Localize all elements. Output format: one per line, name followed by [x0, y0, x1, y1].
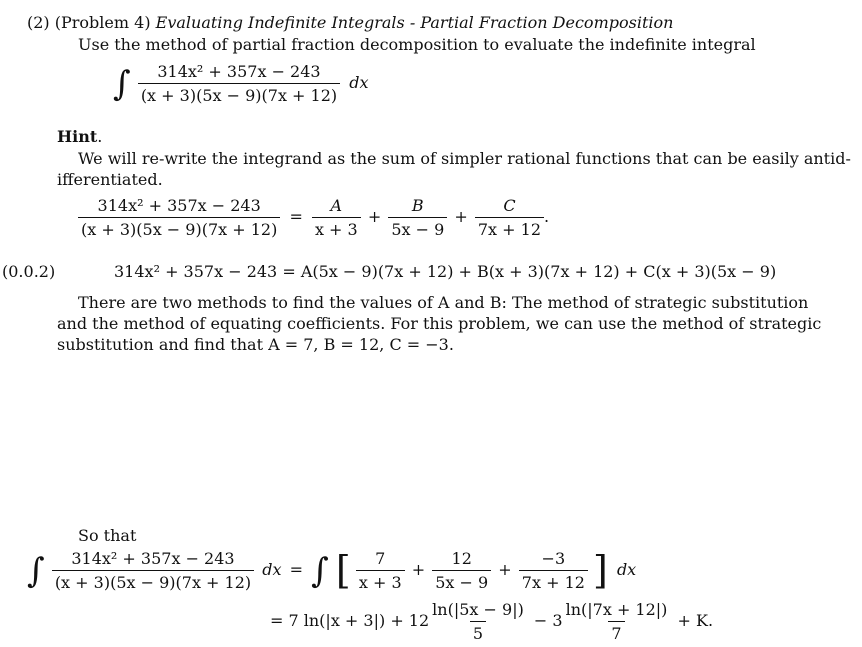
- hint-text-line1: We will re-write the integrand as the sum of simpler rational functions that can be easily antid-: [78, 149, 851, 168]
- term-b-denominator: 5x − 9: [388, 217, 447, 239]
- term3-numerator: −3: [541, 549, 566, 568]
- solution-lhs-fraction: [52, 549, 254, 592]
- plus-sign: +: [411, 560, 426, 579]
- solution-term2: [432, 549, 491, 592]
- integral-sign: ∫: [311, 550, 329, 591]
- term-c-denominator: 7x + 12: [475, 217, 544, 239]
- result2-denominator: 5: [470, 621, 486, 643]
- hint-heading: [57, 127, 102, 146]
- integral-sign: ∫: [27, 550, 45, 591]
- equals-sign: =: [289, 207, 303, 226]
- integrand-fraction: [138, 62, 340, 105]
- instruction-text: Use the method of partial fraction decomposition to evaluate the indefinite integral: [78, 35, 756, 54]
- problem-label: (Problem 4): [54, 13, 151, 32]
- hint-heading-text: Hint: [57, 127, 98, 146]
- term-a-numerator: A: [330, 196, 343, 215]
- integrand-numerator: 314x² + 357x − 243: [157, 62, 321, 81]
- integral-sign: ∫: [113, 63, 131, 104]
- decomp-term-b: [388, 196, 447, 239]
- plus-constant: + K.: [677, 611, 714, 630]
- hint-text-line2: ifferentiated.: [57, 170, 163, 189]
- decomp-lhs-numerator: 314x² + 357x − 243: [97, 196, 261, 215]
- minus-three: − 3: [533, 611, 563, 630]
- plus-sign: +: [498, 560, 512, 579]
- methods-line1: There are two methods to find the values of A and B: The method of strategic substitution: [78, 293, 809, 312]
- term-a-denominator: x + 3: [312, 217, 361, 239]
- result3-denominator: 7: [608, 621, 624, 643]
- period: .: [544, 207, 550, 226]
- so-that-text: So that: [78, 526, 137, 545]
- result-fraction-3: [563, 600, 671, 643]
- term1-denominator: x + 3: [356, 570, 405, 592]
- plus-sign: +: [367, 207, 382, 226]
- equation-tag: (0.0.2): [2, 262, 56, 281]
- problem-header: [27, 13, 673, 32]
- decomposition-equation: [78, 196, 549, 239]
- equals-sign: =: [289, 560, 304, 579]
- term1-numerator: 7: [375, 549, 386, 568]
- solution-equation: [27, 549, 636, 592]
- right-bracket: ]: [593, 548, 608, 593]
- term2-numerator: 12: [451, 549, 472, 568]
- result3-numerator: ln(|7x + 12|): [565, 600, 668, 619]
- plus-sign: +: [454, 207, 468, 226]
- decomp-term-c: [475, 196, 544, 239]
- problem-number: (2): [27, 13, 50, 32]
- term-b-numerator: B: [411, 196, 424, 215]
- dx-symbol: dx: [616, 560, 637, 579]
- result-fraction-2: [429, 600, 527, 643]
- decomp-lhs-denominator: (x + 3)(5x − 9)(7x + 12): [78, 217, 280, 239]
- integral-expression: [113, 62, 369, 105]
- decomp-lhs: [78, 196, 280, 239]
- result2-numerator: ln(|5x − 9|): [432, 600, 524, 619]
- hint-period: .: [97, 127, 103, 146]
- methods-line3: substitution and find that A = 7, B = 12, C = −3.: [57, 335, 454, 354]
- result-first-part: = 7 ln(|x + 3|) + 12: [270, 611, 430, 630]
- methods-line2: and the method of equating coefficients. For this problem, we can use the method of strategic: [57, 314, 822, 333]
- term2-denominator: 5x − 9: [432, 570, 491, 592]
- solution-result: [270, 600, 713, 643]
- left-bracket: [: [335, 548, 351, 593]
- term-c-numerator: C: [503, 196, 516, 215]
- solution-lhs-denominator: (x + 3)(5x − 9)(7x + 12): [52, 570, 254, 592]
- solution-lhs-numerator: 314x² + 357x − 243: [71, 549, 235, 568]
- integrand-denominator: (x + 3)(5x − 9)(7x + 12): [138, 83, 340, 105]
- term3-denominator: 7x + 12: [519, 570, 588, 592]
- solution-term1: [356, 549, 405, 592]
- solution-term3: [519, 549, 588, 592]
- dx-symbol: dx: [349, 73, 369, 92]
- problem-title: Evaluating Indefinite Integrals - Partial Fraction Decomposition: [155, 13, 674, 32]
- decomp-term-a: [312, 196, 361, 239]
- equation-body: 314x² + 357x − 243 = A(5x − 9)(7x + 12) + B(x + 3)(7x + 12) + C(x + 3)(5x − 9): [114, 262, 777, 281]
- dx-symbol: dx: [262, 560, 282, 579]
